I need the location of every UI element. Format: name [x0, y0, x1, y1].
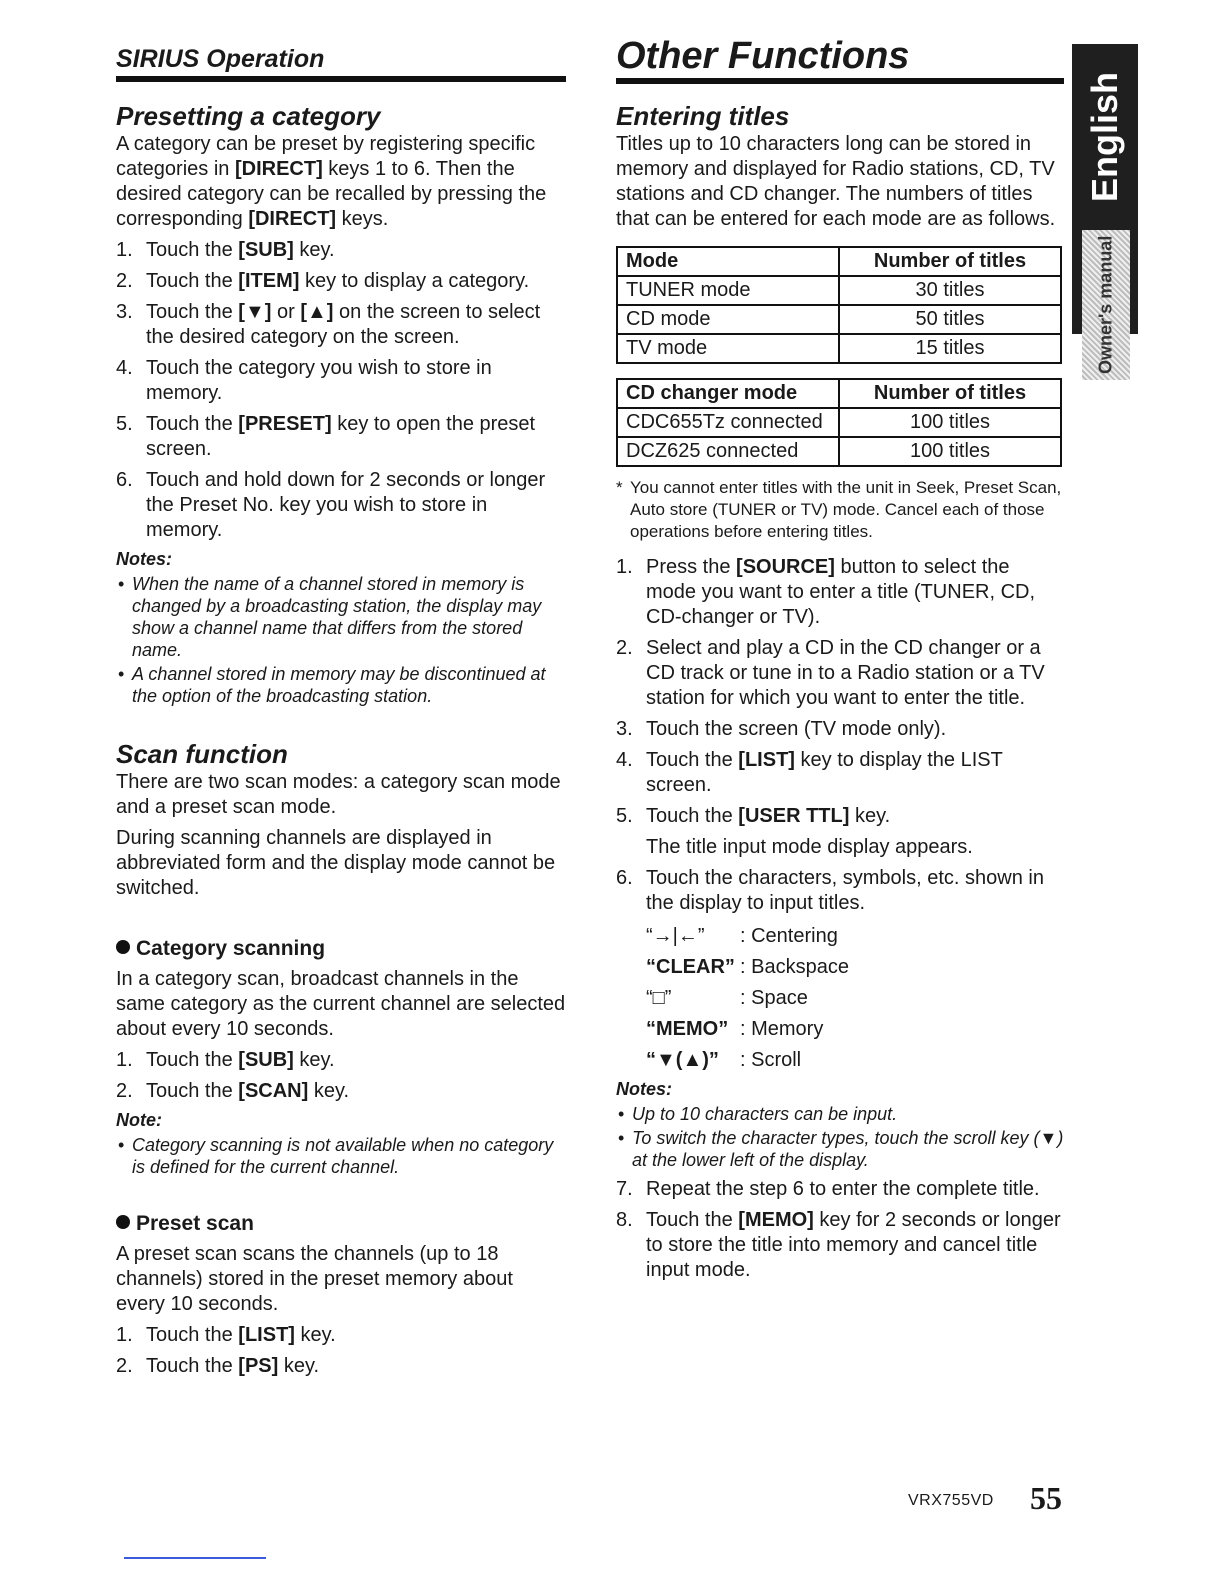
table-cell: 100 titles [839, 437, 1061, 466]
list-item: 5. Touch the [PRESET] key to open the preset screen. [116, 413, 536, 460]
table-cell: 30 titles [839, 276, 1061, 305]
table-header-cell: Number of titles [839, 379, 1061, 408]
table-header-row [617, 379, 1061, 408]
presetting-notes [116, 573, 566, 707]
table-row [617, 305, 1061, 334]
preset-scan-title: Preset scan [116, 1210, 566, 1238]
presetting-intro: A category can be preset by registering specific categories in [DIRECT] keys 1 to 6. Then the desired category can be recalled by pressing the corresponding [DIRECT] keys. [116, 133, 547, 230]
key-symbol: “CLEAR” [646, 956, 735, 978]
bullet-icon [116, 1215, 130, 1229]
key-symbol-list [646, 924, 1064, 1073]
divider [124, 1557, 266, 1559]
scan-para-1: There are two scan modes: a category scan mode and a preset scan mode. [116, 771, 561, 818]
key-symbol: “→|←” [646, 925, 705, 947]
table-cell: TV mode [617, 334, 839, 363]
list-item: 5. Touch the [USER TTL] key. The title input mode display appears. [616, 805, 973, 858]
category-notes [116, 1134, 566, 1178]
note-item: • To switch the character types, touch the scroll key (▼) at the lower left of the display. [616, 1127, 1064, 1171]
note-item: • Up to 10 characters can be input. [616, 1103, 1064, 1125]
bullet-icon [116, 940, 130, 954]
presetting-steps [116, 238, 566, 543]
asterisk-note: * You cannot enter titles with the unit in Seek, Preset Scan, Auto store (TUNER or TV) mode. Cancel each of those operations before entering titles. [616, 478, 1062, 541]
owners-manual-label: Owner's manual [1082, 230, 1130, 380]
list-item: 1. Touch the [SUB] key. [116, 1049, 335, 1071]
language-label: English [1084, 72, 1125, 203]
list-item: 3. Touch the screen (TV mode only). [616, 718, 947, 740]
table-row [617, 437, 1061, 466]
key-meaning: : Backspace [740, 956, 849, 978]
entering-titles-title: Entering titles [616, 101, 790, 131]
preset-scan-text: A preset scan scans the channels (up to 18 channels) stored in the preset memory about every 10 seconds. [116, 1243, 513, 1315]
note-item: • A channel stored in memory may be discontinued at the option of the broadcasting station. [116, 663, 566, 707]
key-symbol: “□” [646, 987, 672, 1009]
note-item: • Category scanning is not available when no category is defined for the current channel. [116, 1134, 566, 1178]
presetting-notes-title: Notes: [116, 549, 173, 569]
key-meaning: : Memory [740, 1018, 824, 1040]
category-scanning-steps [116, 1048, 566, 1104]
list-item: 3. Touch the [▼] or [▲] on the screen to select the desired category on the screen. [116, 301, 541, 348]
table-cell: 15 titles [839, 334, 1061, 363]
table-cell: TUNER mode [617, 276, 839, 305]
key-symbol: “MEMO” [646, 1018, 729, 1040]
scan-para-2: During scanning channels are displayed in abbreviated form and the display mode cannot be switched. [116, 827, 556, 899]
entering-titles-section [616, 100, 1064, 1283]
list-item: 2. Touch the [ITEM] key to display a category. [116, 270, 530, 292]
table-row [617, 334, 1061, 363]
model-number: VRX755VD [908, 1492, 994, 1509]
table-header-cell: Mode [617, 247, 839, 276]
list-item: 1. Touch the [LIST] key. [116, 1324, 336, 1346]
entering-titles-steps-2 [616, 1177, 1064, 1283]
table-cell: 100 titles [839, 408, 1061, 437]
category-note-title: Note: [116, 1110, 162, 1130]
table-cell: DCZ625 connected [617, 437, 839, 466]
preset-scan-steps [116, 1323, 566, 1379]
list-item: 1. Press the [SOURCE] button to select the mode you want to enter a title (TUNER, CD, CD-changer or TV). [616, 556, 1036, 628]
list-item: 4. Touch the [LIST] key to display the LIST screen. [616, 749, 1003, 796]
mode-table [616, 246, 1062, 364]
list-item: 7. Repeat the step 6 to enter the complete title. [616, 1178, 1040, 1200]
table-cell: CD mode [617, 305, 839, 334]
cd-changer-table [616, 378, 1062, 467]
category-scanning-title: Category scanning [116, 935, 566, 963]
table-cell: 50 titles [839, 305, 1061, 334]
list-item: 2. Touch the [PS] key. [116, 1355, 320, 1377]
key-meaning: : Centering [740, 925, 838, 947]
table-cell: CDC655Tz connected [617, 408, 839, 437]
presetting-section [116, 100, 566, 707]
table-row [617, 276, 1061, 305]
table-header-cell: CD changer mode [617, 379, 839, 408]
list-item: 2. Touch the [SCAN] key. [116, 1080, 350, 1102]
list-item: 1. Touch the [SUB] key. [116, 239, 335, 261]
page-number: 55 [1030, 1480, 1062, 1516]
key-symbol: “▼(▲)” [646, 1049, 719, 1071]
scan-title: Scan function [116, 739, 288, 769]
presetting-title: Presetting a category [116, 101, 381, 131]
entering-titles-steps [616, 555, 1064, 1073]
scan-section [116, 738, 566, 1379]
category-scanning-text: In a category scan, broadcast channels in the same category as the current channel are selected about every 10 seconds. [116, 968, 566, 1040]
table-row [617, 408, 1061, 437]
note-item: • When the name of a channel stored in memory is changed by a broadcasting station, the display may show a channel name that differs from the stored name. [116, 573, 566, 661]
section-title-other-functions: Other Functions [616, 34, 1064, 84]
entering-notes [616, 1103, 1064, 1171]
key-meaning: : Space [740, 987, 808, 1009]
entering-titles-intro: Titles up to 10 characters long can be stored in memory and displayed for Radio stations, CD, TV stations and CD changer. The numbers of titles that can be entered for each mode are as follows. [616, 133, 1056, 230]
list-item: 2. Select and play a CD in the CD changer or a CD track or tune in to a Radio station or a TV station for which you want to enter the title. [616, 637, 1045, 709]
table-header-cell: Number of titles [839, 247, 1061, 276]
list-item: 6. Touch the characters, symbols, etc. shown in the display to input titles. “→|←” : Centering “CLEAR” : Backspace “□” : Space “MEMO” : Memory “▼(▲)” : Scroll [616, 866, 1064, 1073]
list-item: 8. Touch the [MEMO] key for 2 seconds or longer to store the title into memory and cancel title input mode. [616, 1209, 1061, 1281]
list-item: 6. Touch and hold down for 2 seconds or longer the Preset No. key you wish to store in memory. [116, 469, 546, 541]
key-meaning: : Scroll [740, 1049, 802, 1071]
section-title-sirius: SIRIUS Operation [116, 44, 566, 82]
language-side-tab [1072, 44, 1138, 375]
entering-notes-title: Notes: [616, 1079, 673, 1099]
table-header-row [617, 247, 1061, 276]
list-item: 4. Touch the category you wish to store in memory. [116, 357, 492, 404]
